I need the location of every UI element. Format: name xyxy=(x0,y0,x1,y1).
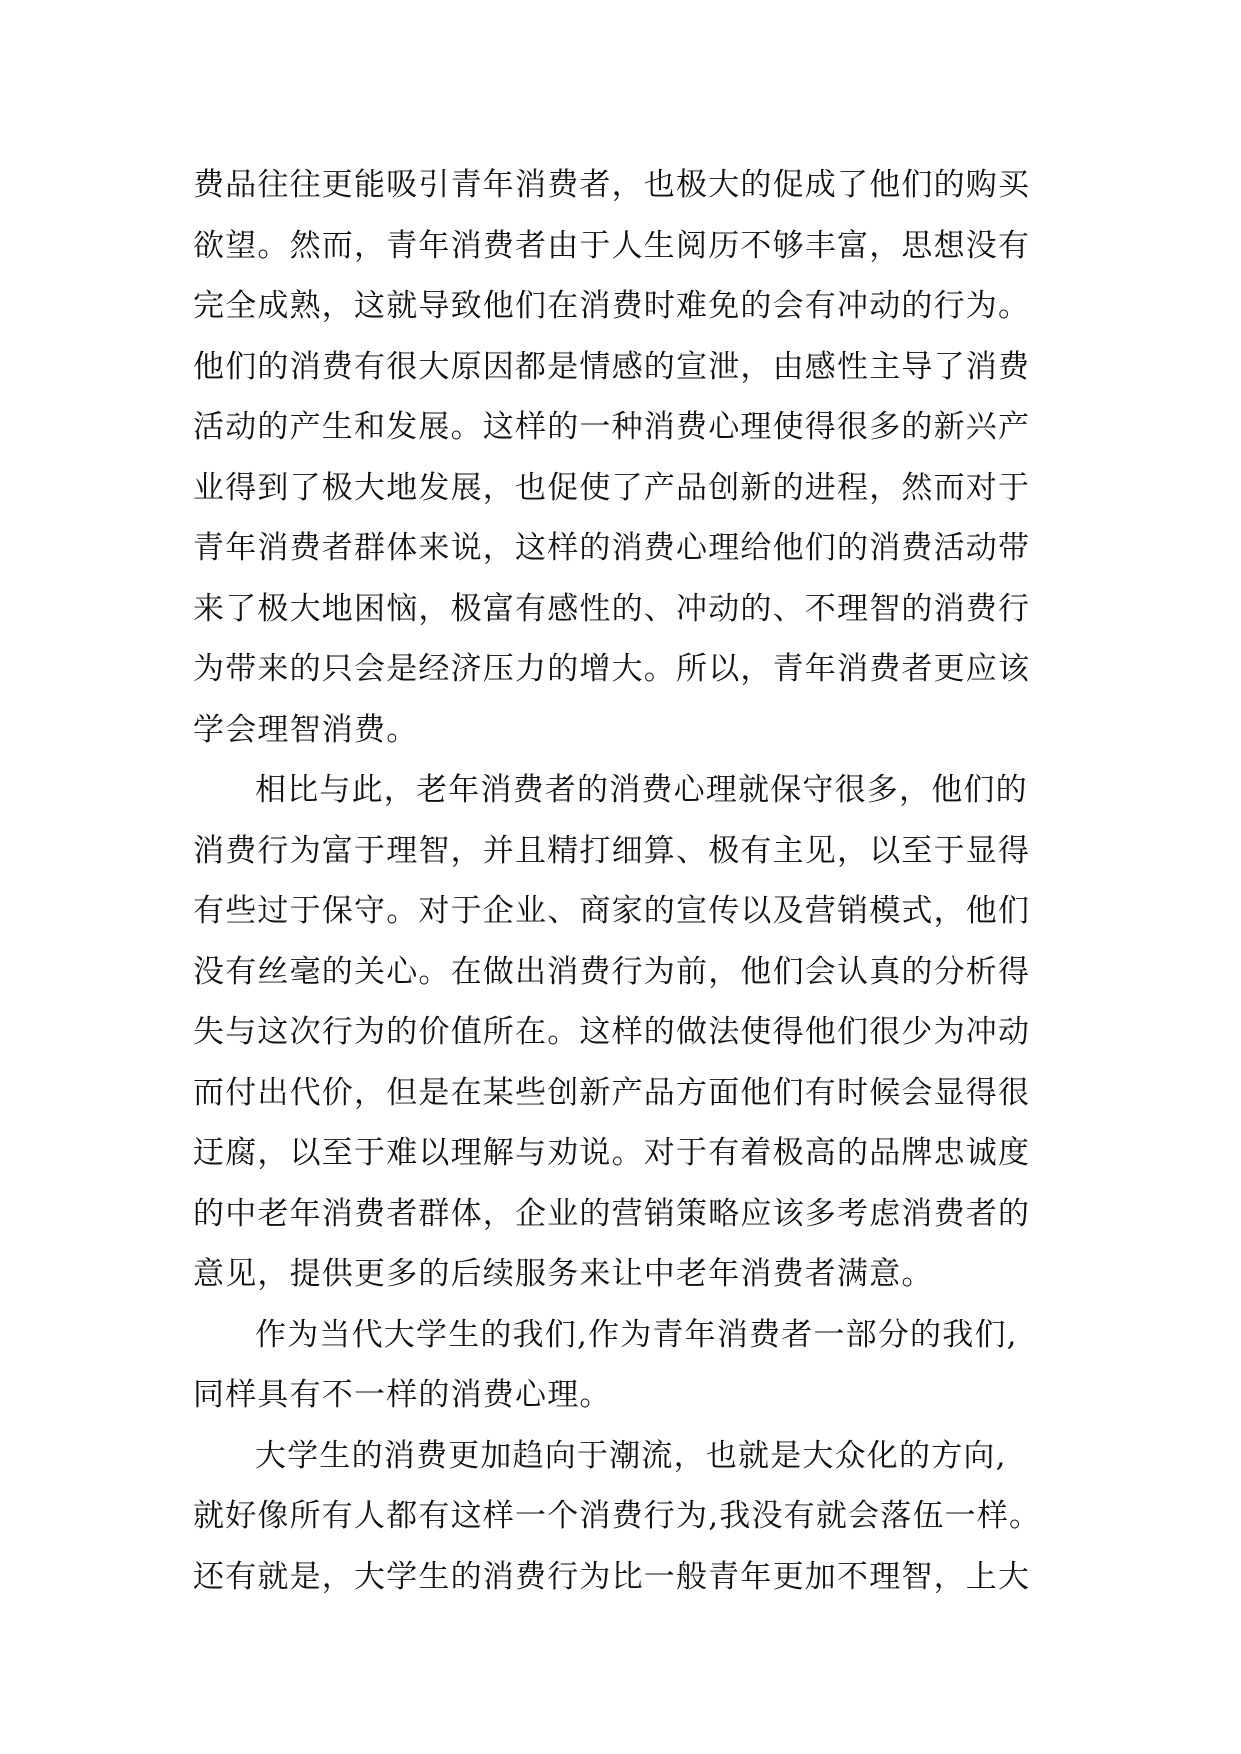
text-line: 学会理智消费。 xyxy=(193,711,419,748)
text-line: 还有就是，大学生的消费行为比一般青年更加不理智，上大 xyxy=(193,1558,1031,1595)
text-line: 失与这次行为的价值所在。这样的做法使得他们很少为冲动 xyxy=(193,1014,1031,1050)
text-line: 而付出代价，但是在某些创新产品方面他们有时候会显得很 xyxy=(193,1074,1031,1111)
paragraph-start-line: 大学生的消费更加趋向于潮流，也就是大众化的方向, xyxy=(255,1437,1007,1474)
text-line: 来了极大地困恼，极富有感性的、冲动的、不理智的消费行 xyxy=(193,590,1031,627)
text-line: 完全成熟，这就导致他们在消费时难免的会有冲动的行为。 xyxy=(193,288,1031,324)
text-line: 迂腐，以至于难以理解与劝说。对于有着极高的品牌忠诚度 xyxy=(193,1135,1031,1171)
paragraph-start-line: 作为当代大学生的我们,作为青年消费者一部分的我们, xyxy=(255,1316,1018,1353)
text-line: 意见，提供更多的后续服务来让中老年消费者满意。 xyxy=(193,1256,934,1292)
text-line: 活动的产生和发展。这样的一种消费心理使得很多的新兴产 xyxy=(193,409,1031,445)
text-line: 业得到了极大地发展，也促使了产品创新的进程，然而对于 xyxy=(193,469,1031,506)
paragraph-start-line: 相比与此，老年消费者的消费心理就保守很多，他们的 xyxy=(255,772,1028,808)
document-body xyxy=(193,155,1073,1607)
text-line: 没有丝毫的关心。在做出消费行为前，他们会认真的分析得 xyxy=(193,953,1031,990)
text-line: 欲望。然而，青年消费者由于人生阅历不够丰富，思想没有 xyxy=(193,227,1031,264)
text-line: 费品往往更能吸引青年消费者，也极大的促成了他们的购买 xyxy=(193,167,1031,203)
text-line: 的中老年消费者群体，企业的营销策略应该多考虑消费者的 xyxy=(193,1195,1031,1232)
text-line: 青年消费者群体来说，这样的消费心理给他们的消费活动带 xyxy=(193,530,1031,566)
text-line: 有些过于保守。对于企业、商家的宣传以及营销模式，他们 xyxy=(193,893,1031,929)
text-line: 就好像所有人都有这样一个消费行为,我没有就会落伍一样。 xyxy=(193,1498,1042,1534)
text-line: 同样具有不一样的消费心理。 xyxy=(193,1377,612,1413)
text-line: 消费行为富于理智，并且精打细算、极有主见，以至于显得 xyxy=(193,832,1031,869)
text-line: 他们的消费有很大原因都是情感的宣泄，由感性主导了消费 xyxy=(193,348,1031,385)
text-line: 为带来的只会是经济压力的增大。所以，青年消费者更应该 xyxy=(193,651,1031,687)
